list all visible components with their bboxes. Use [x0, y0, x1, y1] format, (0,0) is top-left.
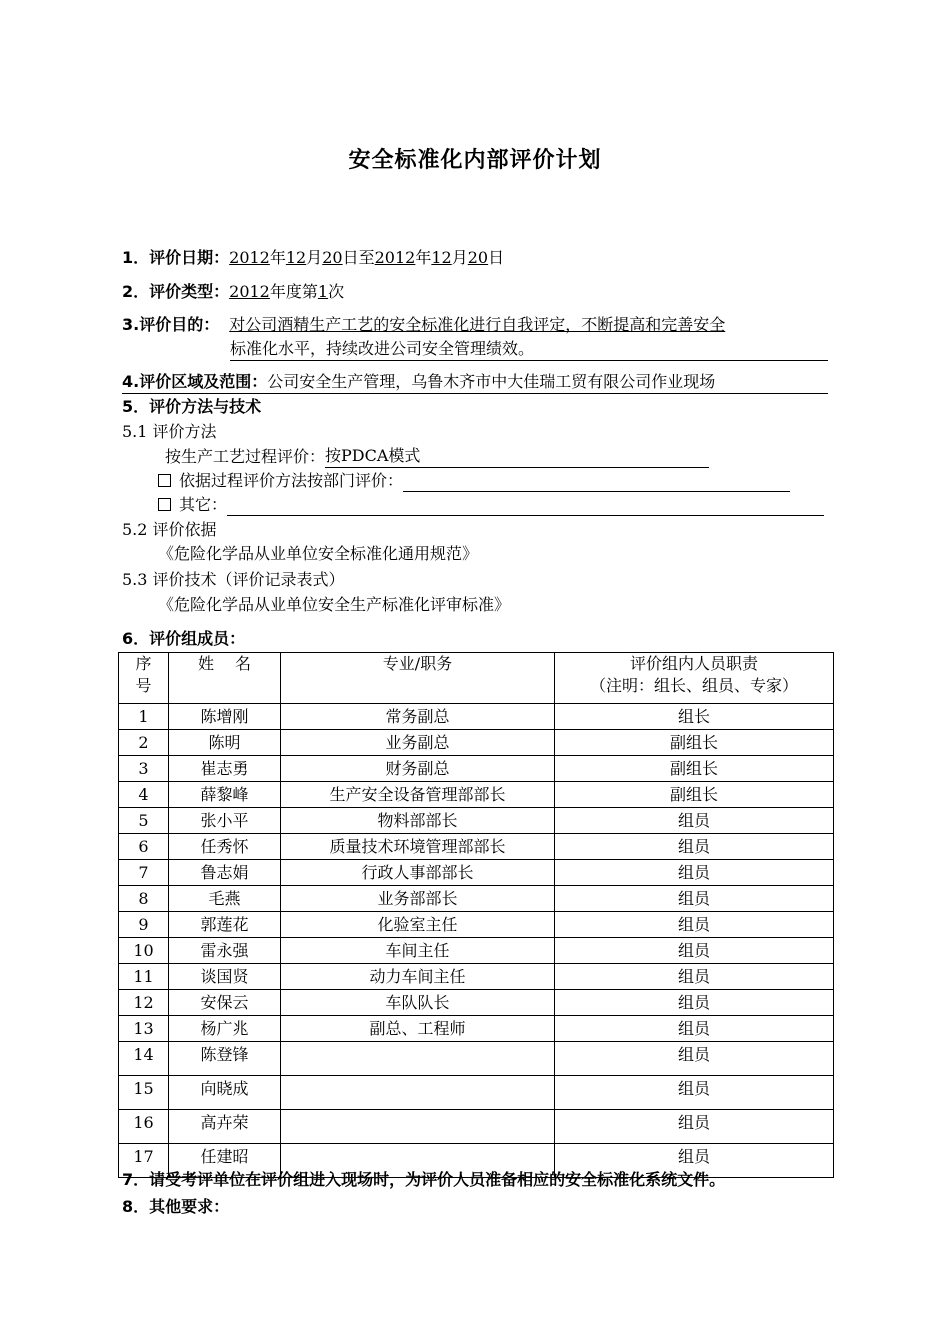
- cell-name: 雷永强: [169, 938, 281, 964]
- cell-post: [281, 1110, 555, 1144]
- cell-name: 陈登锋: [169, 1042, 281, 1076]
- header-name: 姓 名: [169, 653, 281, 704]
- cell-post: 业务副总: [281, 730, 555, 756]
- cell-role: 组员: [555, 912, 834, 938]
- cell-no: 8: [119, 886, 169, 912]
- cell-post: 生产安全设备管理部部长: [281, 782, 555, 808]
- section-methods-heading: 5．评价方法与技术: [122, 397, 262, 416]
- table-row: [119, 938, 834, 964]
- cell-role: 副组长: [555, 782, 834, 808]
- method-process-row: [165, 445, 828, 468]
- cell-no: 11: [119, 964, 169, 990]
- evaluation-basis: 《危险化学品从业单位安全标准化通用规范》: [158, 544, 479, 563]
- cell-no: 2: [119, 730, 169, 756]
- cell-post: 化验室主任: [281, 912, 555, 938]
- cell-role: 组员: [555, 964, 834, 990]
- cell-role: 组员: [555, 886, 834, 912]
- cell-role: 副组长: [555, 756, 834, 782]
- cell-role: 组员: [555, 860, 834, 886]
- evaluation-technique: 《危险化学品从业单位安全生产标准化评审标准》: [158, 595, 511, 614]
- cell-name: 鲁志娟: [169, 860, 281, 886]
- start-day: 20: [322, 248, 343, 267]
- section-evaluation-purpose: [122, 314, 725, 336]
- cell-post: 车间主任: [281, 938, 555, 964]
- table-row: [119, 1076, 834, 1110]
- method-department-field: [403, 471, 790, 492]
- other-checkbox[interactable]: [158, 498, 171, 511]
- cell-post: 行政人事部部长: [281, 860, 555, 886]
- evaluation-purpose-label: 3.评价目的：: [122, 315, 220, 334]
- cell-no: 4: [119, 782, 169, 808]
- cell-role: 组员: [555, 1076, 834, 1110]
- evaluation-scope-label: 4.评价区域及范围：: [122, 372, 268, 391]
- header-no: [119, 653, 169, 704]
- section-evaluation-date: [122, 247, 504, 269]
- header-role-line1: 评价组内人员职责: [629, 654, 758, 673]
- cell-no: 3: [119, 756, 169, 782]
- cell-post: 动力车间主任: [281, 964, 555, 990]
- cell-name: 张小平: [169, 808, 281, 834]
- header-role-line2: （注明：组长、组员、专家）: [589, 676, 798, 695]
- cell-role: 组长: [555, 704, 834, 730]
- method-other-label: 其它：: [179, 495, 228, 514]
- table-row: [119, 964, 834, 990]
- cell-role: 组员: [555, 1042, 834, 1076]
- method-other-field: [227, 495, 824, 516]
- table-row: [119, 704, 834, 730]
- text-day-2: 日: [488, 248, 505, 267]
- cell-no: 6: [119, 834, 169, 860]
- cell-no: 7: [119, 860, 169, 886]
- cell-name: 薛黎峰: [169, 782, 281, 808]
- cell-role: 组员: [555, 938, 834, 964]
- evaluation-purpose-line1: 对公司酒精生产工艺的安全标准化进行自我评定，不断提高和完善安全: [229, 315, 726, 334]
- cell-post: 质量技术环境管理部部长: [281, 834, 555, 860]
- table-row: [119, 990, 834, 1016]
- cell-role: 组员: [555, 1110, 834, 1144]
- table-row: [119, 782, 834, 808]
- text-month: 月: [306, 248, 323, 267]
- cell-name: 郭莲花: [169, 912, 281, 938]
- cell-post: 物料部部长: [281, 808, 555, 834]
- cell-no: 14: [119, 1042, 169, 1076]
- section-members-heading: 6．评价组成员：: [122, 629, 246, 648]
- members-table: [118, 652, 834, 1178]
- cell-name: 陈增刚: [169, 704, 281, 730]
- cell-role: 组员: [555, 808, 834, 834]
- table-row: [119, 860, 834, 886]
- cell-no: 16: [119, 1110, 169, 1144]
- section-evaluation-scope: [122, 371, 828, 394]
- evaluation-scope-value: 公司安全生产管理，乌鲁木齐市中大佳瑞工贸有限公司作业现场: [267, 372, 716, 391]
- section-7-requirement: 7．请受考评单位在评价组进入现场时，为评价人员准备相应的安全标准化系统文件。: [122, 1170, 726, 1189]
- table-row: [119, 834, 834, 860]
- cell-name: 向晓成: [169, 1076, 281, 1110]
- table-row: [119, 1042, 834, 1076]
- cell-no: 17: [119, 1144, 169, 1178]
- method-department-label: 依据过程评价方法按部门评价：: [179, 471, 404, 490]
- cell-no: 10: [119, 938, 169, 964]
- evaluation-purpose-line2: [230, 338, 828, 361]
- cell-role: 组员: [555, 990, 834, 1016]
- method-5-1-heading: 5.1 评价方法: [122, 422, 217, 441]
- cell-no: 1: [119, 704, 169, 730]
- cell-role: 组员: [555, 1016, 834, 1042]
- cell-no: 15: [119, 1076, 169, 1110]
- cell-post: 业务部部长: [281, 886, 555, 912]
- cell-name: 陈明: [169, 730, 281, 756]
- table-row: [119, 1016, 834, 1042]
- cell-name: 毛燕: [169, 886, 281, 912]
- evaluation-date-label: 1．评价日期：: [122, 248, 230, 267]
- method-5-3-heading: 5.3 评价技术（评价记录表式）: [122, 570, 345, 589]
- evaluation-count: 1: [317, 282, 329, 301]
- text-year-2: 年: [415, 248, 432, 267]
- cell-no: 9: [119, 912, 169, 938]
- header-post: 专业/职务: [281, 653, 555, 704]
- method-other-row: [158, 494, 824, 516]
- cell-no: 5: [119, 808, 169, 834]
- table-row: [119, 912, 834, 938]
- table-header-row: [119, 653, 834, 704]
- cell-post: [281, 1042, 555, 1076]
- evaluation-type-label: 2．评价类型：: [122, 282, 230, 301]
- header-no-line1: 序: [135, 654, 152, 673]
- cell-name: 杨广兆: [169, 1016, 281, 1042]
- table-row: [119, 730, 834, 756]
- text-day-to: 日至: [342, 248, 375, 267]
- section-8-other-requirements: 8．其他要求：: [122, 1197, 230, 1216]
- cell-no: 12: [119, 990, 169, 1016]
- table-row: [119, 756, 834, 782]
- department-checkbox[interactable]: [158, 474, 171, 487]
- text-month-2: 月: [451, 248, 468, 267]
- text-times: 次: [328, 282, 345, 301]
- method-process-value: 按PDCA模式: [325, 446, 421, 465]
- cell-post: 副总、工程师: [281, 1016, 555, 1042]
- header-no-line2: 号: [135, 676, 152, 695]
- table-row: [119, 886, 834, 912]
- method-5-2-heading: 5.2 评价依据: [122, 520, 217, 539]
- cell-name: 安保云: [169, 990, 281, 1016]
- cell-post: 常务副总: [281, 704, 555, 730]
- method-process-field: [325, 445, 709, 468]
- cell-name: 任秀怀: [169, 834, 281, 860]
- text-year: 年: [269, 248, 286, 267]
- end-month: 12: [431, 248, 452, 267]
- method-process-label: 按生产工艺过程评价：: [165, 447, 326, 466]
- cell-post: 车队队长: [281, 990, 555, 1016]
- table-row: [119, 1110, 834, 1144]
- cell-post: 财务副总: [281, 756, 555, 782]
- cell-name: 谈国贤: [169, 964, 281, 990]
- cell-no: 13: [119, 1016, 169, 1042]
- cell-name: 任建昭: [169, 1144, 281, 1178]
- table-row: [119, 808, 834, 834]
- section-evaluation-type: [122, 281, 344, 303]
- cell-role: 副组长: [555, 730, 834, 756]
- end-day: 20: [467, 248, 489, 267]
- method-department-row: [158, 470, 790, 492]
- evaluation-purpose-line2-text: 标准化水平，持续改进公司安全管理绩效。: [230, 339, 535, 358]
- text-annual: 年度第: [269, 282, 318, 301]
- cell-name: 崔志勇: [169, 756, 281, 782]
- cell-role: 组员: [555, 834, 834, 860]
- start-year: 2012: [229, 248, 270, 267]
- cell-name: 高卉荣: [169, 1110, 281, 1144]
- start-month: 12: [285, 248, 307, 267]
- header-role: [555, 653, 834, 704]
- end-year: 2012: [374, 248, 416, 267]
- document-title: 安全标准化内部评价计划: [348, 148, 602, 173]
- evaluation-year: 2012: [229, 282, 270, 301]
- cell-post: [281, 1076, 555, 1110]
- cell-role: 组员: [555, 1144, 834, 1178]
